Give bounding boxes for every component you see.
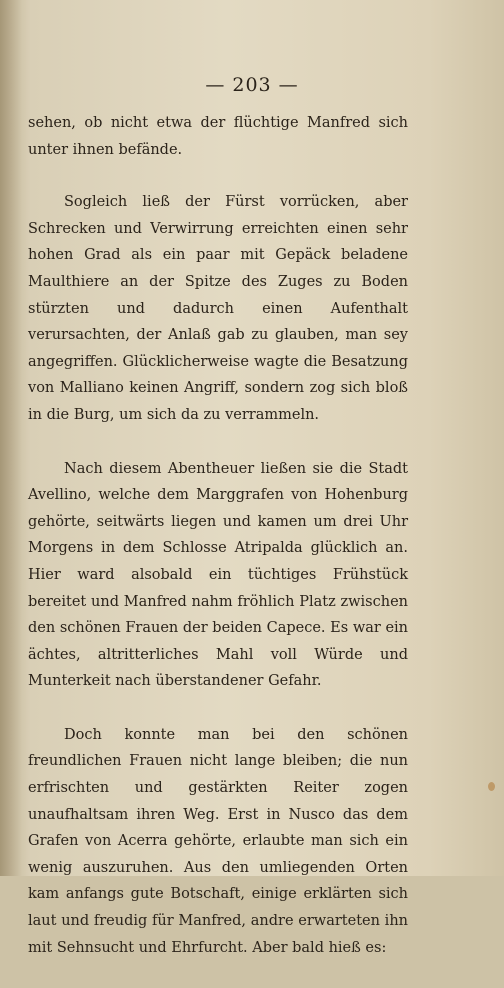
body-text (28, 110, 408, 988)
paragraph-2: Sogleich ließ der Fürst vorrücken, aber Schrecken und Verwirrung erreichten einen sehr hohen Grad als ein paar mit Gepäck beladene Maulthiere an der Spitze des Zuges zu Boden stürzten und dadurch einen Aufenthalt verursachten, der Anlaß gab zu glauben, man sey angegriffen. Glücklicherweise wagte die Besatzung von Malliano keinen Angriff, sondern zog sich bloß in die Burg, um sich da zu verrammeln. (28, 194, 408, 423)
page-fold-shadow (0, 0, 22, 876)
page-number: — 203 — (205, 74, 299, 96)
paragraph-3: Nach diesem Abentheuer ließen sie die Stadt Avellino, welche dem Marggrafen von Hohenburg gehörte, seitwärts liegen und kamen um drei Uhr Morgens in dem Schlosse Atripalda glücklich an. Hier ward alsobald ein tüchtiges Frühstück bereitet und Manfred nahm fröhlich Platz zwischen den schönen Frauen der beiden Capece. Es war ein ächtes, altritterliches Mahl voll Würde und Munterkeit nach überstandener Gefahr. (28, 460, 408, 690)
paper-stain (488, 782, 495, 791)
paragraph-4: Doch konnte man bei den schönen freundlichen Frauen nicht lange bleiben; die nun erfrischten und gestärkten Reiter zogen unaufhaltsam ihren Weg. Erst in Nusco das dem Grafen von Acerra gehörte, erlaubte man sich ein wenig auszuruhen. Aus den umliegenden Orten kam anfangs gute Botschaft, einige erklärten sich laut und freudig für Manfred, andre erwarteten ihn mit Sehnsucht und Ehrfurcht. Aber bald hieß es: (28, 726, 408, 956)
paragraph-1: sehen, ob nicht etwa der flüchtige Manfred sich unter ihnen befände. (28, 115, 408, 158)
